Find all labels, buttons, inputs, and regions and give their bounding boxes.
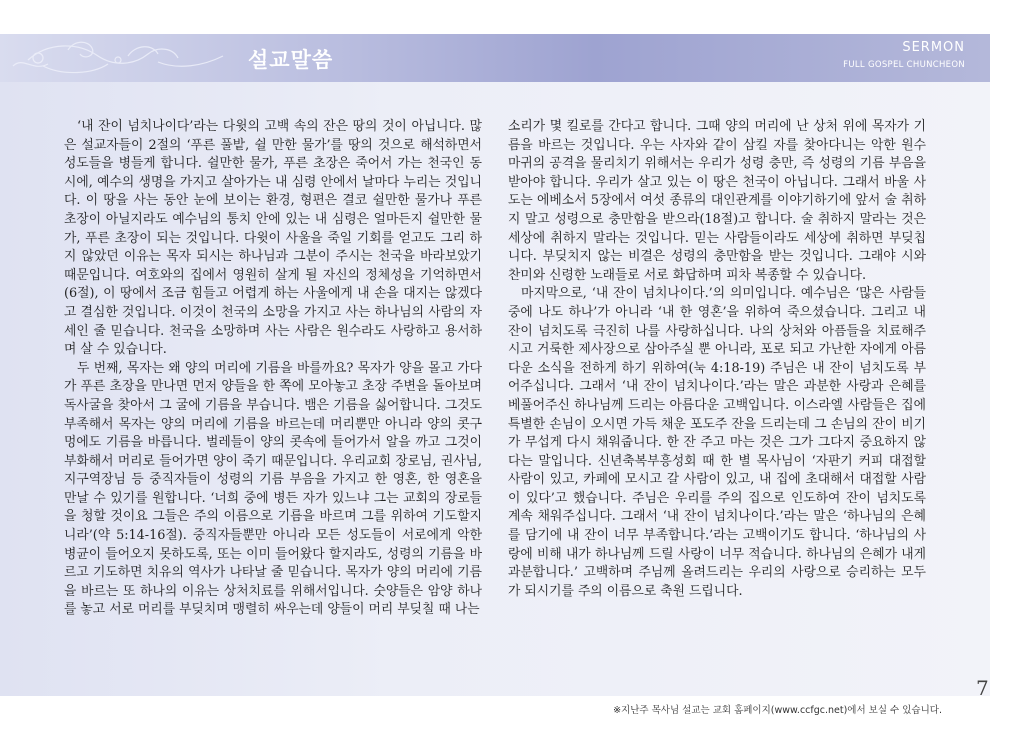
header-branding <box>843 40 965 70</box>
right-text-column <box>508 118 926 688</box>
church-name: FULL GOSPEL CHUNCHEON <box>843 60 965 70</box>
footer-note: ※지난주 목사님 설교는 교회 홈페이지(www.ccfgc.net)에서 보실 수 있습니다. <box>613 705 942 716</box>
paragraph: ‘내 잔이 넘치나이다’라는 다윗의 고백 속의 잔은 땅의 것이 아닙니다. 많은 설교자들이 2절의 ‘푸른 풀밭, 쉴 만한 물가’를 땅의 것으로 해석하면서 성도들을 병들게 합니다. 쉴만한 물가, 푸른 초장은 죽어서 가는 천국인 동시에, 예수의 생명을 가지고 살아가는 내 심령 안에서 날마다 누리는 것입니다. 이 땅을 사는 동안 눈에 보이는 환경, 형편은 결코 쉴만한 물가나 푸른 초장이 아닐지라도 예수님의 통치 안에 있는 내 심령은 얼마든지 쉴만한 물가, 푸른 초장이 되는 것입니다. 다윗이 사울을 죽일 기회를 얻고도 그리 하지 않았던 이유는 목자 되시는 하나님과 그분이 주시는 천국을 바라보았기 때문입니다. 여호와의 집에서 영원히 살게 될 자신의 정체성을 기억하면서(6절), 이 땅에서 조금 힘들고 어렵게 하는 사울에게 내 손을 대지는 않겠다고 결심한 것입니다. 이것이 천국의 소망을 가지고 사는 하나님의 사람의 자세인 줄 믿습니다. 천국을 소망하며 사는 사람은 원수라도 사랑하고 용서하며 살 수 있습니다. <box>64 119 482 358</box>
paragraph: 소리가 몇 킬로를 간다고 합니다. 그때 양의 머리에 난 상처 위에 목자가 기름을 바르는 것입니다. 우는 사자와 같이 삼킬 자를 찾아다니는 악한 원수 마귀의 공격을 물리치기 위해서는 우리가 성령 충만, 즉 성령의 기름 부음을 받아야 합니다. 우리가 살고 있는 이 땅은 천국이 아닙니다. 그래서 바울 사도는 에베소서 5장에서 여섯 종류의 대인관계를 이야기하기에 앞서 술 취하지 말고 성령으로 충만함을 받으라(18절)고 합니다. 술 취하지 말라는 것은 세상에 취하지 말라는 것입니다. 믿는 사람들이라도 세상에 취하면 부딪칩니다. 부딪치지 않는 비결은 성령의 충만함을 받는 것입니다. 그래야 시와 찬미와 신령한 노래들로 서로 화답하며 피차 복종할 수 있습니다. <box>508 119 926 283</box>
paragraph: 두 번째, 목자는 왜 양의 머리에 기름을 바를까요? 목자가 양을 몰고 가다가 푸른 초장을 만나면 먼저 양들을 한 쪽에 모아놓고 초장 주변을 돌아보며 독사굴을 찾아서 그 굴에 기름을 부습니다. 뱀은 기름을 싫어합니다. 그것도 부족해서 목자는 양의 머리에 기름을 바르는데 머리뿐만 아니라 양의 콧구멍에도 기름을 바릅니다. 벌레들이 양의 콧속에 들어가서 알을 까고 그것이 부화해서 머리로 들어가면 양이 죽기 때문입니다. 우리교회 장로님, 권사님, 지구역장님 등 중직자들이 성령의 기름 부음을 가지고 한 영혼, 한 영혼을 만날 수 있기를 원합니다. ‘너희 중에 병든 자가 있느냐 그는 교회의 장로들을 청할 것이요 그들은 주의 이름으로 기름을 바르며 그를 위하여 기도할지니라’(약 5:14-16절). 중직자들뿐만 아니라 모든 성도들이 서로에게 악한 병균이 들어오지 못하도록, 또는 이미 들어왔다 할지라도, 성령의 기름을 바르고 기도하면 치유의 역사가 나타날 줄 믿습니다. 목자가 양의 머리에 기름을 바르는 또 하나의 이유는 상처치료를 위해서입니다. 숫양들은 암양 하나를 놓고 서로 머리를 부딪치며 맹렬히 싸우는데 양들이 머리 부딪칠 때 나는 <box>64 360 482 618</box>
paragraph: 마지막으로, ‘내 잔이 넘치나이다.’의 의미입니다. 예수님은 ‘많은 사람들 중에 나도 하나’가 아니라 ‘내 한 영혼’을 위하여 죽으셨습니다. 그리고 내 잔이 넘치도록 극진히 나를 사랑하십니다. 나의 상처와 아픔들을 치료해주시고 거룩한 제사장으로 삼아주실 뿐 아니라, 포로 되고 가난한 자에게 아름다운 소식을 전하게 하기 위하여(눅 4:18-19) 주님은 내 잔이 넘치도록 부어주십니다. 그래서 ‘내 잔이 넘치나이다.’라는 말은 과분한 사랑과 은혜를 베풀어주신 하나님께 드리는 아름다운 고백입니다. 이스라엘 사람들은 집에 특별한 손님이 오시면 가득 채운 포도주 잔을 드리는데 그 손님의 잔이 비기가 무섭게 다시 채워줍니다. 한 잔 주고 마는 것은 그가 그다지 중요하지 않다는 말입니다. 신년축복부흥성회 때 한 별 목사님이 ‘자판기 커피 대접할 사람이 있고, 카페에 모시고 갈 사람이 있고, 내 집에 초대해서 대접할 사람이 있다’고 했습니다. 주님은 우리를 주의 집으로 인도하여 잔이 넘치도록 계속 채워주십니다. 그래서 ‘내 잔이 넘치나이다.’라는 말은 ‘하나님의 은혜를 담기에 내 잔이 너무 부족합니다.’라는 고백이기도 합니다. ‘하나님의 사랑에 비해 내가 하나님께 드릴 사랑이 너무 적습니다. 하나님의 은혜가 내게 과분합니다.’ 고백하며 주님께 올려드리는 우리의 사랑으로 승리하는 모두가 되시기를 주의 이름으로 축원 드립니다. <box>508 286 926 599</box>
left-text-column <box>64 118 482 688</box>
sermon-label: SERMON <box>902 40 965 55</box>
page-number: 7 <box>976 676 989 700</box>
section-title: 설교말씀 <box>248 48 334 72</box>
floral-ornament-icon <box>8 36 238 80</box>
